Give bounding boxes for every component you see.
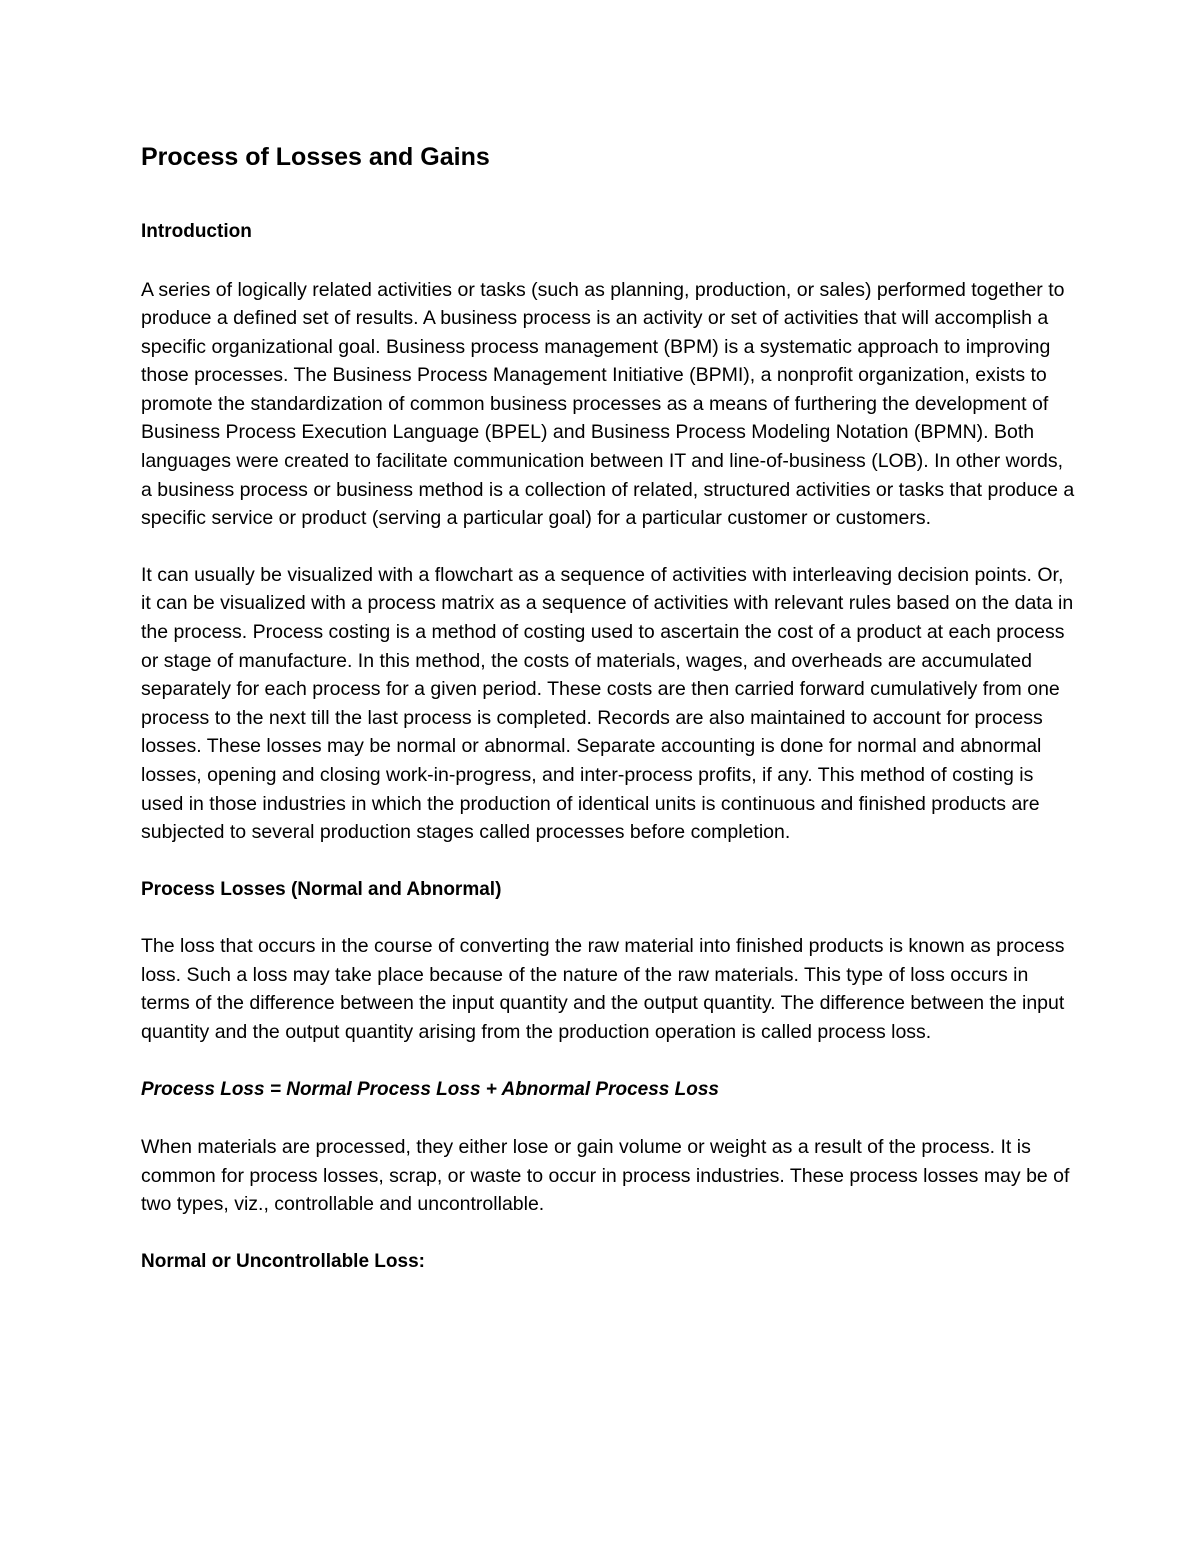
document-page (141, 140, 1076, 1276)
introduction-paragraph-1: A series of logically related activities or tasks (such as planning, production, or sales) performed together to produce a defined set of results. A business process is an activity or set of activities that will accomplish a specific organizational goal. Business process management (BPM) is a systematic approach to improving those processes. The Business Process Management Initiative (BPMI), a nonprofit organization, exists to promote the standardization of common business processes as a means of furthering the development of Business Process Execution Language (BPEL) and Business Process Modeling Notation (BPMN). Both languages were created to facilitate communication between IT and line-of-business (LOB). In other words, a business process or business method is a collection of related, structured activities or tasks that produce a specific service or product (serving a particular goal) for a particular customer or customers. (141, 278, 1075, 530)
normal-loss-heading: Normal or Uncontrollable Loss: (141, 1250, 425, 1272)
document-title: Process of Losses and Gains (141, 143, 490, 171)
process-losses-heading: Process Losses (Normal and Abnormal) (141, 878, 502, 900)
process-losses-paragraph-2: When materials are processed, they either lose or gain volume or weight as a result of the process. It is common for process losses, scrap, or waste to occur in process industries. These process losses may be of two types, viz., controllable and uncontrollable. (141, 1136, 1070, 1216)
introduction-paragraph-2: It can usually be visualized with a flowchart as a sequence of activities with interleaving decision points. Or, it can be visualized with a process matrix as a sequence of activities with relevant rules based on the data in the process. Process costing is a method of costing used to ascertain the cost of a product at each process or stage of manufacture. In this method, the costs of materials, wages, and overheads are accumulated separately for each process for a given period. These costs are then carried forward cumulatively from one process to the next till the last process is completed. Records are also maintained to account for process losses. These losses may be normal or abnormal. Separate accounting is done for normal and abnormal losses, opening and closing work-in-progress, and inter-process profits, if any. This method of costing is used in those industries in which the production of identical units is continuous and finished products are subjected to several production stages called processes before completion. (141, 563, 1074, 844)
introduction-heading: Introduction (141, 221, 252, 242)
process-loss-formula: Process Loss = Normal Process Loss + Abnormal Process Loss (141, 1078, 719, 1100)
process-losses-paragraph: The loss that occurs in the course of converting the raw material into finished products is known as process loss. Such a loss may take place because of the nature of the raw materials. This type of loss occurs in terms of the difference between the input quantity and the output quantity. The difference between the input quantity and the output quantity arising from the production operation is called process loss. (141, 935, 1065, 1044)
